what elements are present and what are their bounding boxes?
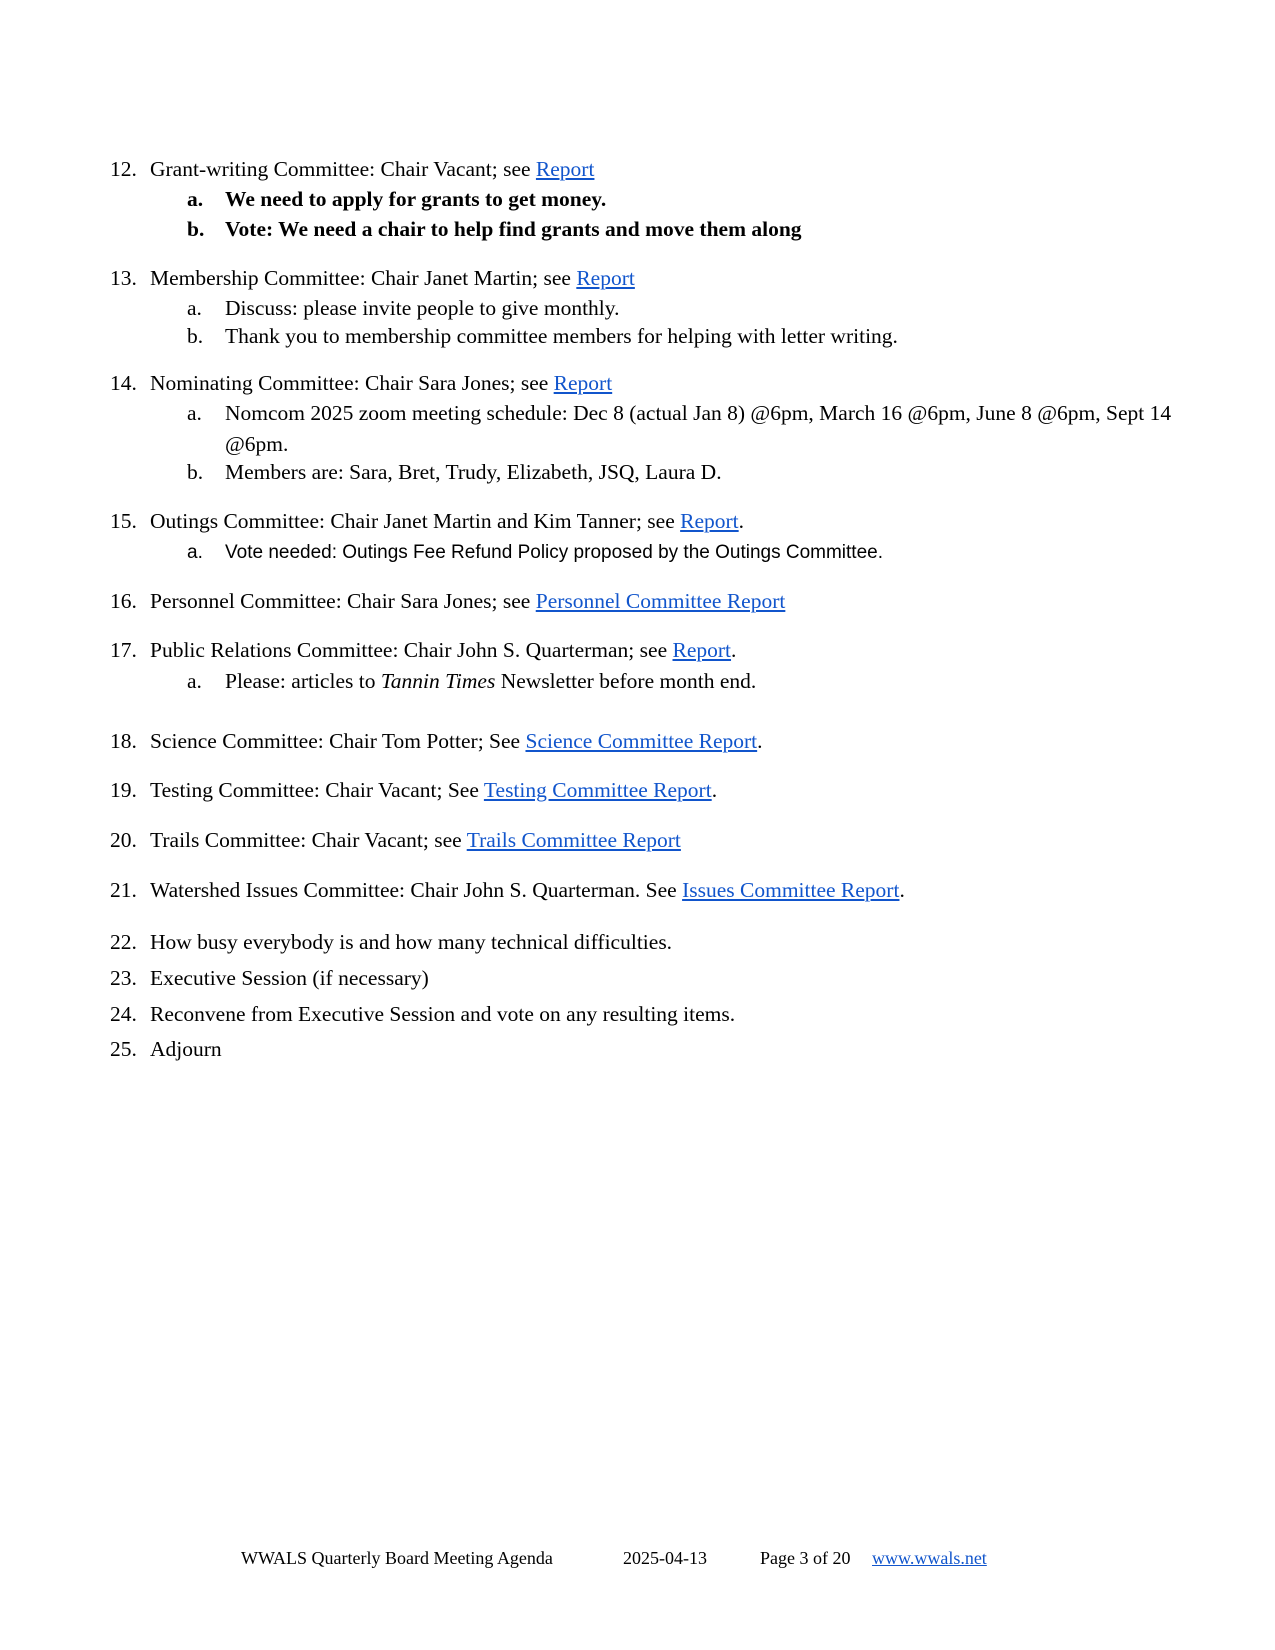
footer-page-number: Page 3 of 20 [760, 1548, 851, 1568]
item-text: Nominating Committee: Chair Sara Jones; see Report [150, 371, 613, 395]
item-number: 20. [110, 828, 137, 852]
item-text: Trails Committee: Chair Vacant; see Trails Committee Report [150, 828, 681, 852]
item-text: Reconvene from Executive Session and vote on any resulting items. [150, 1002, 736, 1026]
footer-title: WWALS Quarterly Board Meeting Agenda [241, 1548, 553, 1568]
item-number: 22. [110, 930, 137, 954]
issues-report-link[interactable]: Issues Committee Report [682, 878, 900, 902]
report-link[interactable]: Report [553, 371, 613, 395]
newsletter-name: Tannin Times [380, 669, 496, 693]
item-number: 23. [110, 966, 137, 990]
item-number: 14. [110, 371, 137, 395]
item-text: Executive Session (if necessary) [150, 966, 429, 990]
item-number: 17. [110, 638, 137, 662]
item-text: Watershed Issues Committee: Chair John S. Quarterman. See Issues Committee Report. [150, 878, 905, 902]
item-number: 19. [110, 778, 137, 802]
item-number: 18. [110, 729, 137, 753]
item-text: Grant-writing Committee: Chair Vacant; see Report [150, 157, 595, 181]
footer-date: 2025-04-13 [623, 1548, 707, 1568]
item-text: Personnel Committee: Chair Sara Jones; see Personnel Committee Report [150, 589, 786, 613]
item-number: 15. [110, 509, 137, 533]
item-number: 16. [110, 589, 137, 613]
footer-website-link[interactable]: www.wwals.net [872, 1548, 987, 1568]
item-number: 24. [110, 1002, 137, 1026]
item-text: Membership Committee: Chair Janet Martin; see Report [150, 266, 635, 290]
report-link[interactable]: Report [672, 638, 732, 662]
item-text: Science Committee: Chair Tom Potter; See Science Committee Report. [150, 729, 763, 753]
item-number: 25. [110, 1037, 137, 1061]
item-number: 12. [110, 157, 137, 181]
item-text: How busy everybody is and how many technical difficulties. [150, 930, 673, 954]
testing-report-link[interactable]: Testing Committee Report [483, 778, 712, 802]
item-text: Adjourn [150, 1037, 222, 1061]
document-page: 12. Grant-writing Committee: Chair Vacant; see Report a. We need to apply for grants to get money. b. Vote: We need a chair to help find grants and move them along 13. Membership Committee: Chair Janet Martin; see Report a. Discuss: please invite people to give monthly. b. Thank you to membership committee members for helping with letter writing. 14. Nominating Committee: Chair Sara Jones; see Report a. Nomcom 2025 zoom meeting schedule: Dec 8 (actual Jan 8) @6pm, March 16 @6pm, June 8 @6pm, Sept 14 @6pm. b. Members are: Sara, Bret, Trudy, Elizabeth, JSQ, Laura D. 15. Outings Committee: Chair Janet Martin and Kim Tanner; see Report. a. Vote needed: Outings Fee Refund Policy proposed by the Outings Committee. 16. Personnel Committee: Chair Sara Jones; see Personnel Committee Report 17. Public Relations Committee: Chair John S. Quarterman; see Report. a. Please: articles to Tannin Times Newsletter before month end. 18. Science Committee: Chair Tom Potter; See Science Committee Report. 19. Testing Committee: Chair Vacant; See Testing Committee Report. 20. Trails Committee: Chair Vacant; see Trails Committee Report 21. Watershed Issues Committee: Chair John S. Quarterman. See Issues Committee Report. 22. How busy everybody is and how many technical difficulties. 23. Executive Session (if necessary) 24. Reconvene from Executive Session and vote on any resulting items. 25. Adjourn WWALS Quarterly Board Meeting Agenda 2025-04-13 Page 3 of 20 www.wwals.net [0, 0, 1275, 1650]
item-number: 13. [110, 266, 137, 290]
report-link[interactable]: Report [576, 266, 635, 290]
trails-report-link[interactable]: Trails Committee Report [466, 828, 681, 852]
science-report-link[interactable]: Science Committee Report [525, 729, 758, 753]
item-number: 21. [110, 878, 137, 902]
item-text: Public Relations Committee: Chair John S. Quarterman; see Report. [150, 638, 737, 662]
personnel-report-link[interactable]: Personnel Committee Report [535, 589, 786, 613]
report-link[interactable]: Report [535, 157, 595, 181]
item-text: Testing Committee: Chair Vacant; See Testing Committee Report. [150, 778, 718, 802]
item-text: Outings Committee: Chair Janet Martin and Kim Tanner; see Report. [150, 509, 745, 533]
report-link[interactable]: Report [680, 509, 739, 533]
